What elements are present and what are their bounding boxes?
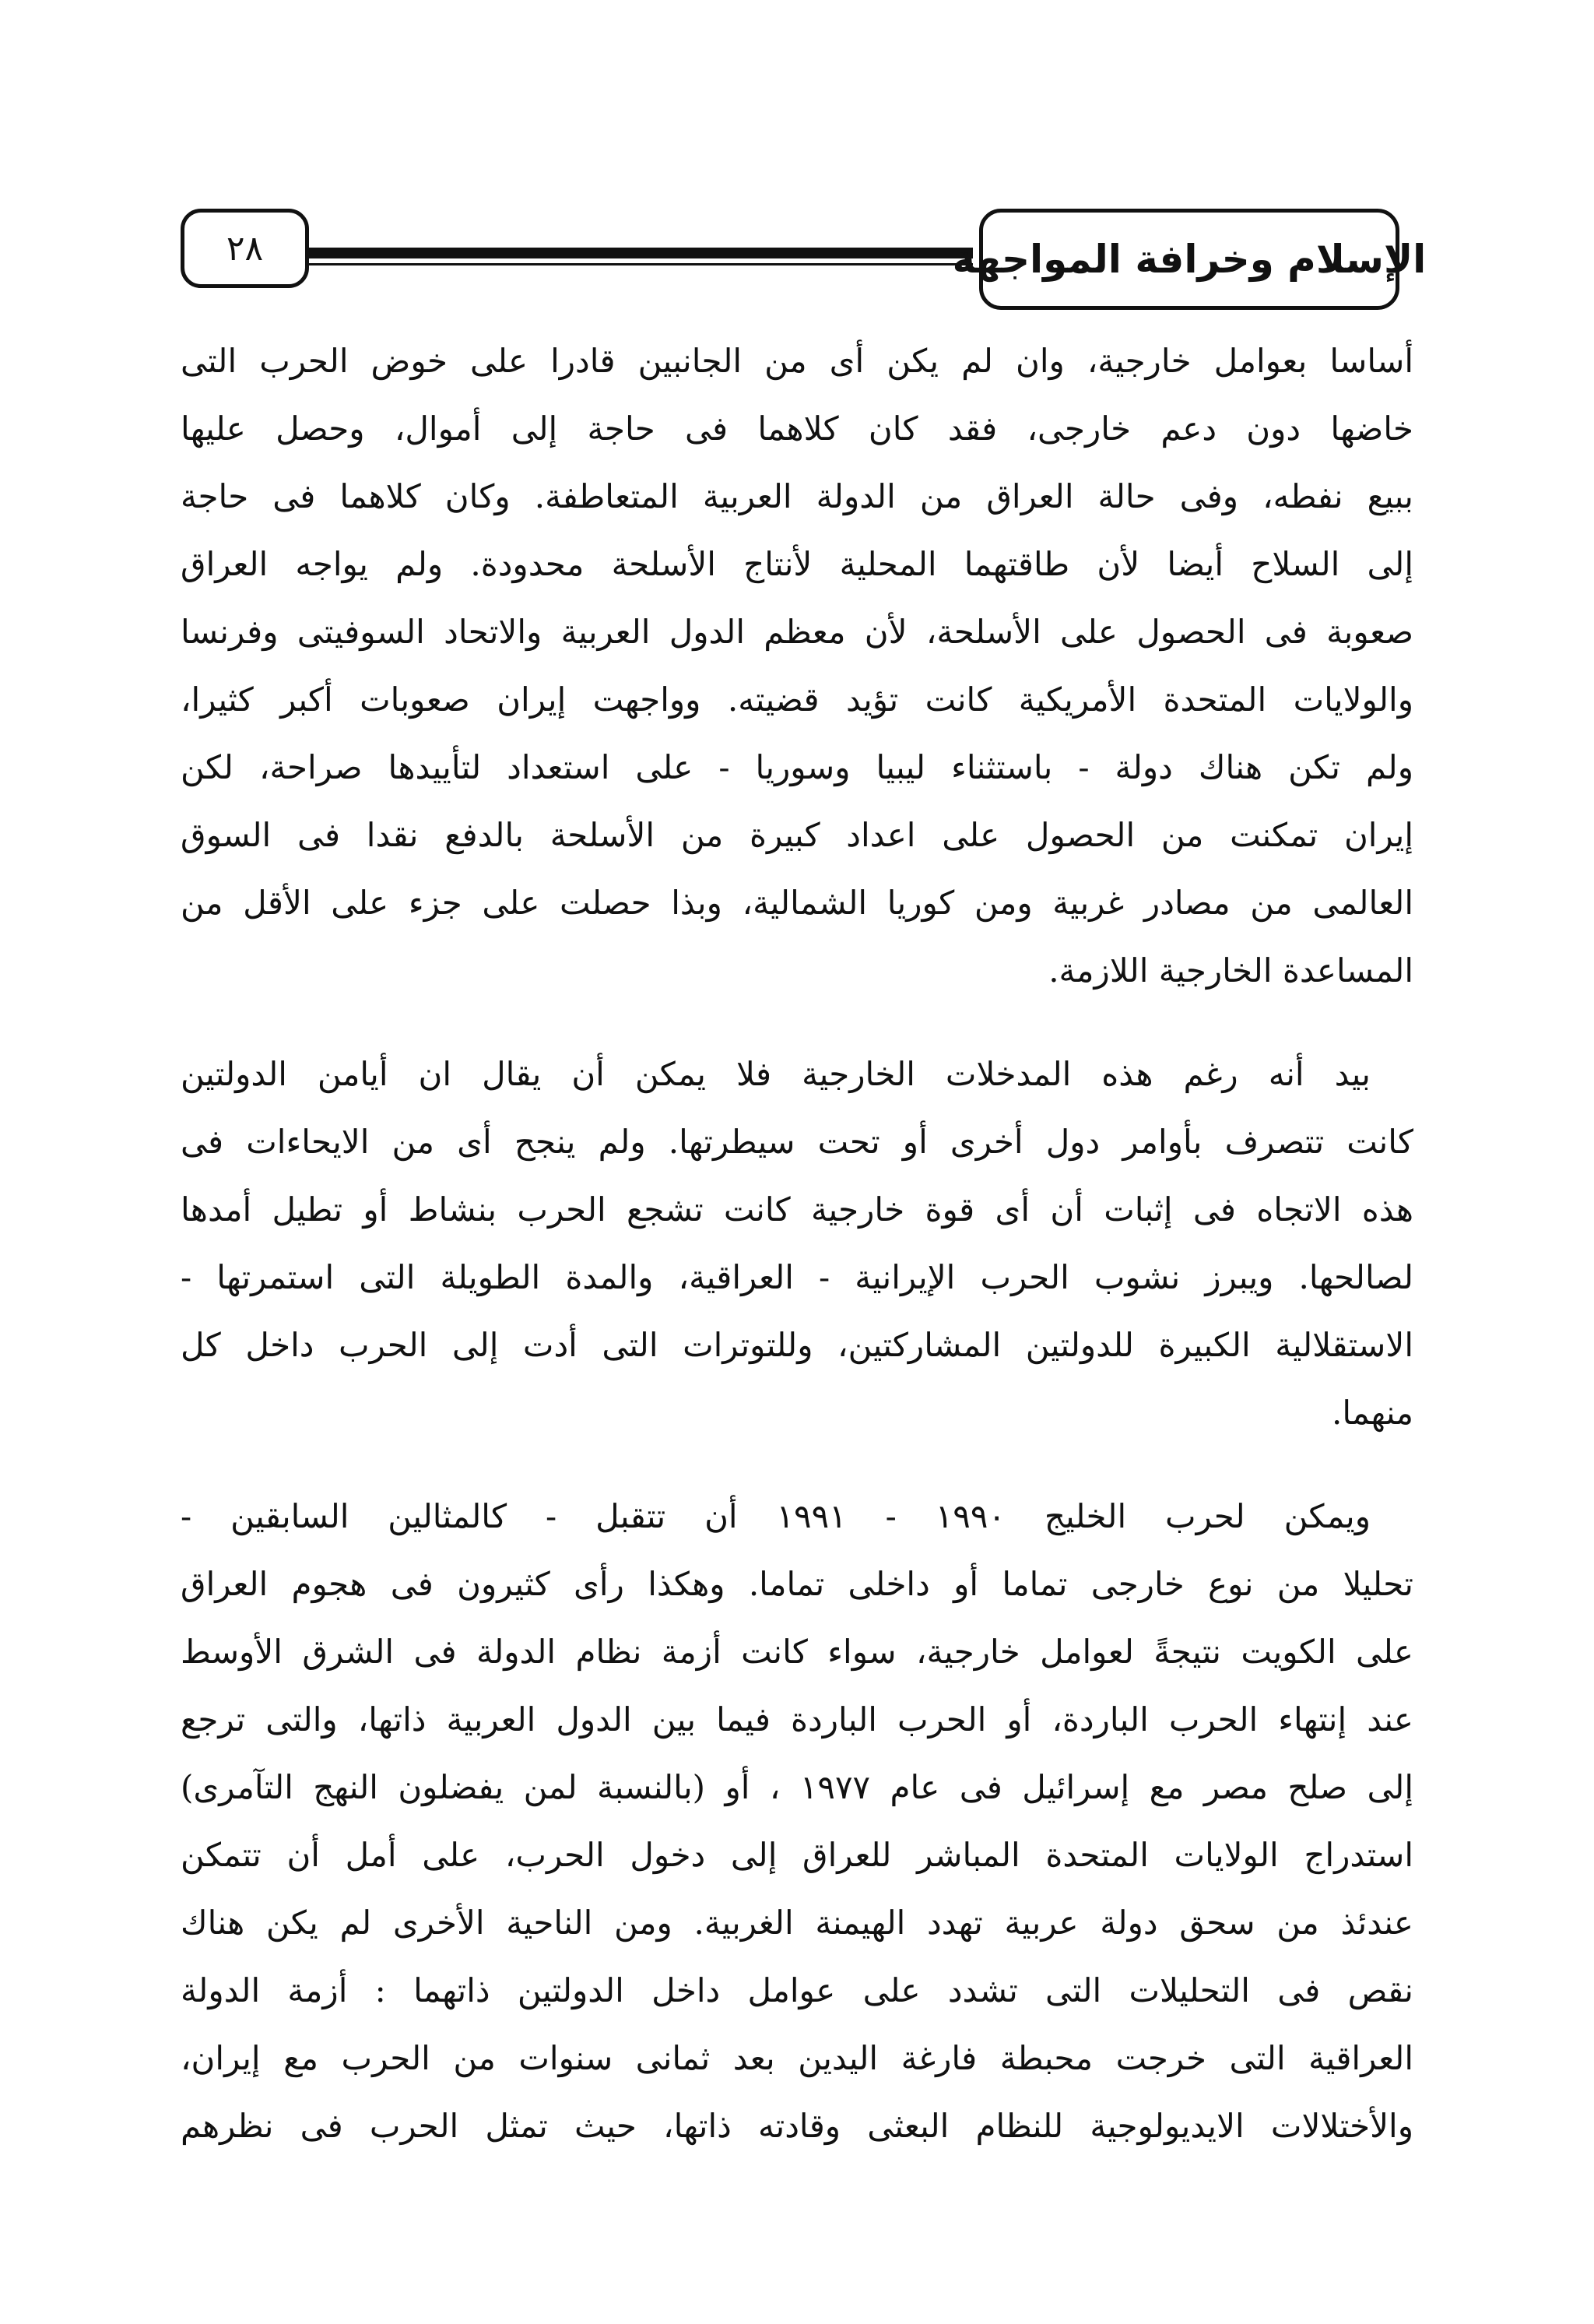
text-line: العراقية التى خرجت محبطة فارغة اليدين بعد ثمانى سنوات من الحرب مع إيران، xyxy=(181,2039,1413,2077)
paragraph-1 xyxy=(181,327,1413,1004)
text-line: المساعدة الخارجية اللازمة. xyxy=(1048,951,1413,990)
text-line: خاضها دون دعم خارجى، فقد كان كلاهما فى حاجة إلى أموال، وحصل عليها xyxy=(181,410,1413,448)
running-title xyxy=(952,209,1427,310)
text-line: إلى صلح مصر مع إسرائيل فى عام ١٩٧٧ ، أو (بالنسبة لمن يفضلون النهج التآمرى) xyxy=(181,1768,1413,1806)
paragraph-3 xyxy=(181,1482,1413,2160)
text-line: أساسا بعوامل خارجية، وان لم يكن أى من الجانبين قادرا على خوض الحرب التى xyxy=(181,342,1413,380)
body-text xyxy=(181,327,1413,2160)
text-line: صعوبة فى الحصول على الأسلحة، لأن معظم الدول العربية والاتحاد السوفيتى وفرنسا xyxy=(181,613,1413,651)
page-number-box xyxy=(181,209,309,288)
text-line: بيد أنه رغم هذه المدخلات الخارجية فلا يمكن أن يقال ان أيامن الدولتين xyxy=(181,1055,1371,1093)
text-line: عندئذ من سحق دولة عربية تهدد الهيمنة الغربية. ومن الناحية الأخرى لم يكن هناك xyxy=(181,1904,1413,1942)
text-line: منهما. xyxy=(1332,1394,1413,1432)
text-line: الاستقلالية الكبيرة للدولتين المشاركتين، وللتوترات التى أدت إلى الحرب داخل كل xyxy=(181,1326,1413,1364)
text-line: كانت تتصرف بأوامر دول أخرى أو تحت سيطرتها. ولم ينجح أى من الايحاءات فى xyxy=(181,1123,1413,1161)
text-line: إيران تمكنت من الحصول على اعداد كبيرة من الأسلحة بالدفع نقدا فى السوق xyxy=(181,816,1413,854)
text-line: إلى السلاح أيضا لأن طاقتهما المحلية لأنتاج الأسلحة محدودة. ولم يواجه العراق xyxy=(181,545,1413,583)
header-rule xyxy=(296,248,973,258)
header-rule-thin xyxy=(296,263,973,265)
text-line: ويمكن لحرب الخليج ١٩٩٠ - ١٩٩١ أن تتقبل - كالمثالين السابقين - xyxy=(181,1497,1371,1535)
text-line: ببيع نفطه، وفى حالة العراق من الدولة العربية المتعاطفة. وكان كلاهما فى حاجة xyxy=(181,477,1413,515)
running-title-text: الإسلام وخرافة المواجهة xyxy=(952,237,1427,282)
text-line: والولايات المتحدة الأمريكية كانت تؤيد قضيته. وواجهت إيران صعوبات أكبر كثيرا، xyxy=(181,680,1413,719)
text-line: على الكويت نتيجةً لعوامل خارجية، سواء كانت أزمة نظام الدولة فى الشرق الأوسط xyxy=(181,1633,1413,1671)
text-line: لصالحها. ويبرز نشوب الحرب الإيرانية - العراقية، والمدة الطويلة التى استمرتها - xyxy=(181,1258,1413,1296)
paragraph-2 xyxy=(181,1040,1413,1447)
text-line: العالمى من مصادر غربية ومن كوريا الشمالية، وبذا حصلت على جزء على الأقل من xyxy=(181,884,1413,922)
page-number: ٢٨ xyxy=(226,228,264,269)
text-line: عند إنتهاء الحرب الباردة، أو الحرب الباردة فيما بين الدول العربية ذاتها، والتى ترجع xyxy=(181,1700,1413,1739)
text-line: هذه الاتجاه فى إثبات أن أى قوة خارجية كانت تشجع الحرب بنشاط أو تطيل أمدها xyxy=(181,1190,1413,1229)
text-line: تحليلا من نوع خارجى تماما أو داخلى تماما. وهكذا رأى كثيرون فى هجوم العراق xyxy=(181,1565,1413,1603)
text-line: والأختلالات الايديولوجية للنظام البعثى وقادته ذاتها، حيث تمثل الحرب فى نظرهم xyxy=(181,2107,1413,2145)
text-line: استدراج الولايات المتحدة المباشر للعراق إلى دخول الحرب، على أمل أن تتمكن xyxy=(181,1836,1413,1874)
text-line: نقص فى التحليلات التى تشدد على عوامل داخل الدولتين ذاتهما : أزمة الدولة xyxy=(181,1971,1413,2009)
text-line: ولم تكن هناك دولة - باستثناء ليبيا وسوريا - على استعداد لتأييدها صراحة، لكن xyxy=(181,748,1413,786)
